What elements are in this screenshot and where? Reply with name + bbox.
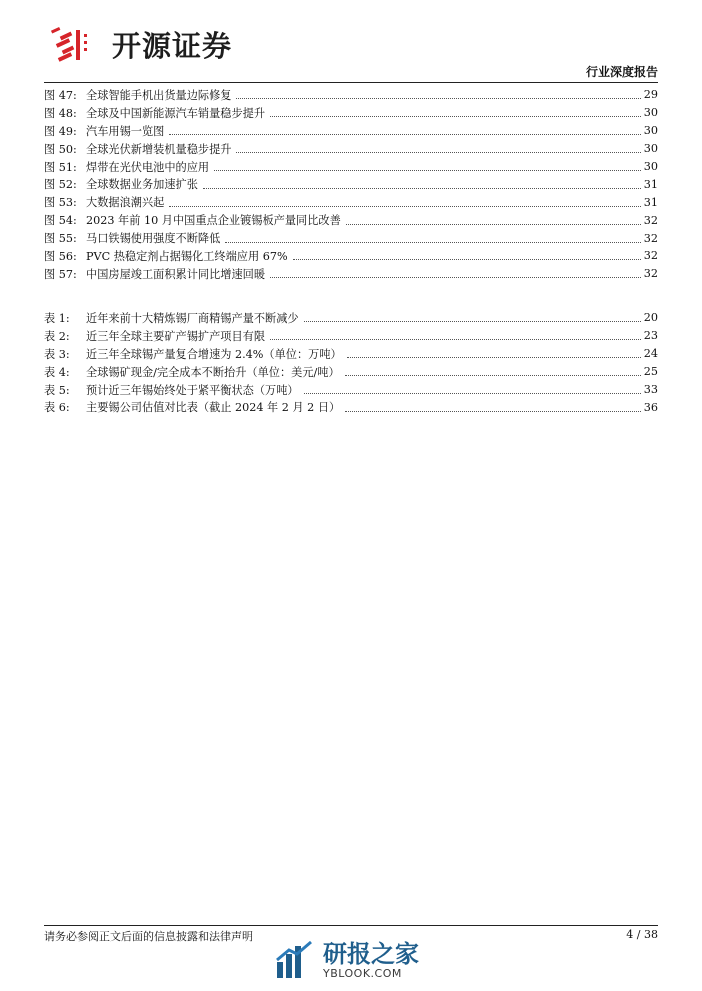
dot-leader — [270, 339, 641, 340]
entry-title: 马口铁锡使用强度不断降低 — [86, 232, 221, 246]
figure-index-entry[interactable] — [44, 104, 658, 122]
footer-divider — [44, 925, 658, 926]
dot-leader — [236, 152, 640, 153]
entry-page-number: 32 — [643, 267, 658, 281]
entry-title: 全球数据业务加速扩张 — [86, 178, 198, 192]
dot-leader — [304, 321, 641, 322]
entry-label: 表 3: — [44, 347, 70, 361]
entry-page-number: 32 — [643, 213, 658, 227]
entry-title: 近三年全球主要矿产锡扩产项目有限 — [86, 329, 266, 343]
page-number: 4 / 38 — [626, 928, 658, 941]
entry-title: 汽车用锡一览图 — [86, 124, 165, 138]
dot-leader — [214, 170, 641, 171]
figure-index-entry[interactable] — [44, 247, 658, 265]
entry-title: 2023 年前 10 月中国重点企业镀锡板产量同比改善 — [86, 214, 341, 228]
dot-leader — [347, 357, 641, 358]
entry-title: PVC 热稳定剂占据锡化工终端应用 67% — [86, 249, 288, 263]
figure-index-entry[interactable] — [44, 122, 658, 140]
entry-label: 图 53: — [44, 196, 77, 210]
entry-label: 图 55: — [44, 232, 77, 246]
entry-label: 图 51: — [44, 160, 77, 174]
dot-leader — [345, 411, 641, 412]
entry-page-number: 32 — [643, 249, 658, 263]
entry-page-number: 33 — [643, 383, 658, 396]
entry-title: 全球智能手机出货量边际修复 — [86, 88, 232, 102]
entry-page-number: 32 — [643, 231, 658, 245]
entry-title: 主要锡公司估值对比表（截止 2024 年 2 月 2 日） — [86, 401, 341, 415]
entry-page-number: 24 — [643, 347, 658, 361]
figure-index-entry[interactable] — [44, 86, 658, 104]
entry-page-number: 31 — [643, 177, 658, 191]
entry-page-number: 20 — [643, 311, 658, 325]
entry-page-number: 25 — [643, 365, 658, 379]
dot-leader — [345, 375, 641, 376]
dot-leader — [169, 206, 640, 207]
entry-label: 图 47: — [44, 88, 77, 102]
entry-label: 表 2: — [44, 329, 70, 343]
entry-title: 近年来前十大精炼锡厂商精锡产量不断减少 — [86, 311, 299, 325]
logo-mark-icon — [48, 24, 108, 64]
dot-leader — [304, 393, 641, 394]
watermark-bars-icon — [275, 940, 315, 980]
watermark — [275, 940, 419, 980]
entry-page-number: 30 — [643, 106, 658, 120]
table-index-list — [44, 309, 658, 416]
figure-index-entry[interactable] — [44, 158, 658, 176]
company-logo — [48, 22, 232, 66]
watermark-subtitle: YBLOOK.COM — [323, 966, 402, 980]
entry-page-number: 30 — [643, 142, 658, 156]
entry-label: 图 56: — [44, 249, 77, 263]
figure-index-entry[interactable] — [44, 265, 658, 283]
entry-page-number: 31 — [643, 195, 658, 209]
table-index-entry[interactable] — [44, 327, 658, 345]
entry-title: 近三年全球锡产量复合增速为 2.4%（单位：万吨） — [86, 347, 342, 361]
entry-label: 表 5: — [44, 383, 70, 397]
entry-title: 预计近三年锡始终处于紧平衡状态（万吨） — [86, 383, 299, 397]
header-divider — [44, 82, 658, 83]
figure-index-list — [44, 86, 658, 283]
logo-text: 开源证券 — [112, 28, 233, 63]
entry-title: 中国房屋竣工面积累计同比增速回暖 — [86, 267, 266, 281]
table-index-entry[interactable] — [44, 363, 658, 381]
dot-leader — [225, 242, 640, 243]
entry-label: 图 54: — [44, 214, 77, 228]
dot-leader — [169, 134, 640, 135]
entry-label: 图 48: — [44, 106, 77, 120]
figure-index-entry[interactable] — [44, 211, 658, 229]
entry-label: 图 50: — [44, 142, 77, 156]
figure-index-entry[interactable] — [44, 193, 658, 211]
entry-label: 表 6: — [44, 401, 70, 415]
entry-label: 图 52: — [44, 178, 77, 192]
entry-page-number: 23 — [643, 329, 658, 343]
entry-label: 图 49: — [44, 124, 77, 138]
table-index-entry[interactable] — [44, 345, 658, 363]
table-index-entry[interactable] — [44, 381, 658, 399]
dot-leader — [203, 188, 641, 189]
entry-label: 表 4: — [44, 365, 70, 379]
entry-title: 大数据浪潮兴起 — [86, 196, 165, 210]
dot-leader — [236, 98, 640, 99]
entry-title: 全球光伏新增装机量稳步提升 — [86, 142, 232, 156]
entry-label: 表 1: — [44, 311, 70, 325]
table-index-entry[interactable] — [44, 398, 658, 416]
dot-leader — [270, 277, 641, 278]
entry-page-number: 30 — [643, 124, 658, 138]
entry-page-number: 30 — [643, 160, 658, 173]
footer-disclaimer: 请务必参阅正文后面的信息披露和法律声明 — [44, 930, 253, 943]
watermark-title: 研报之家 — [323, 939, 419, 968]
entry-title: 全球及中国新能源汽车销量稳步提升 — [86, 106, 266, 120]
entry-label: 图 57: — [44, 267, 77, 281]
entry-page-number: 29 — [643, 88, 658, 102]
figure-index-entry[interactable] — [44, 175, 658, 193]
entry-title: 全球锡矿现金/完全成本不断抬升（单位：美元/吨） — [86, 365, 340, 379]
table-index-entry[interactable] — [44, 309, 658, 327]
entry-title: 焊带在光伏电池中的应用 — [86, 160, 210, 174]
entry-page-number: 36 — [643, 400, 658, 414]
dot-leader — [346, 224, 641, 225]
dot-leader — [270, 116, 641, 117]
figure-index-entry[interactable] — [44, 140, 658, 158]
figure-index-entry[interactable] — [44, 229, 658, 247]
report-type-label: 行业深度报告 — [585, 65, 658, 79]
dot-leader — [293, 259, 641, 260]
